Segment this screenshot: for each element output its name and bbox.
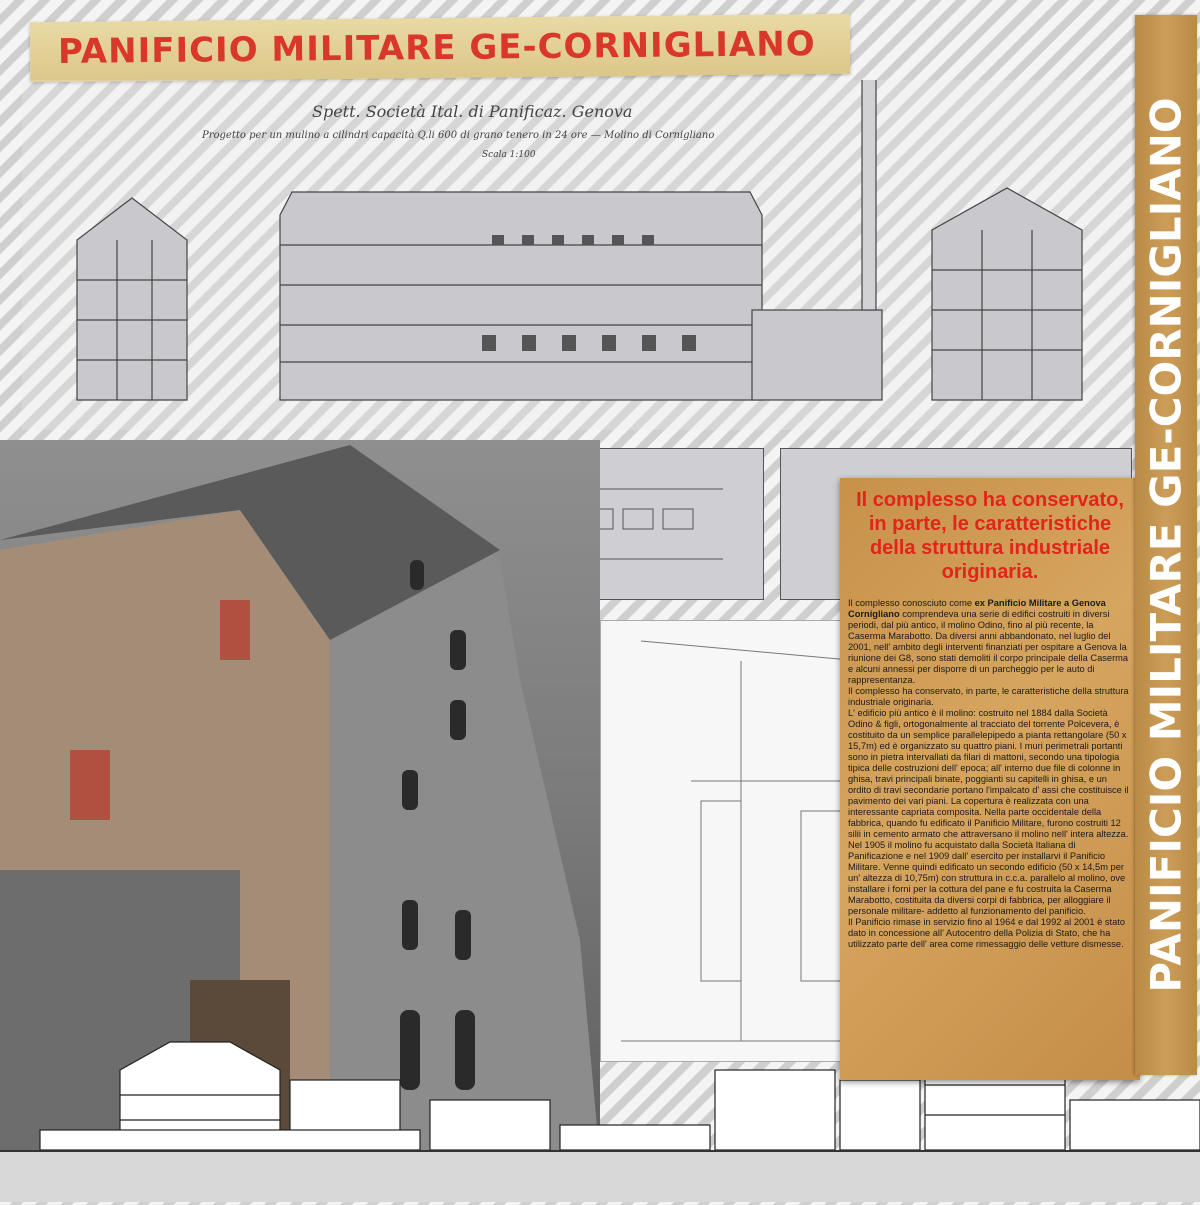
left-section xyxy=(77,198,187,400)
side-title: PANIFICIO MILITARE GE-CORNIGLIANO xyxy=(1141,97,1191,993)
panel-body xyxy=(848,598,1132,950)
building-sections-drawing xyxy=(22,80,1132,430)
paragraph-2: Il complesso ha conservato, in parte, le caratteristiche della struttura industriale originaria. xyxy=(848,686,1129,707)
panel-headline: Il complesso ha conservato, in parte, le caratteristiche della struttura industriale originaria. xyxy=(856,489,1124,583)
drawing-header-line1: Spett. Società Ital. di Panificaz. Genova xyxy=(312,102,633,121)
drawing-header-line2: Progetto per un mulino a cilindri capacità Q.li 600 di grano tenero in 24 ore — Molino di Cornigliano xyxy=(202,130,715,141)
description-panel xyxy=(840,478,1140,1080)
page-title: PANIFICIO MILITARE GE-CORNIGLIANO xyxy=(57,24,816,72)
ground-line xyxy=(0,1150,1200,1202)
historic-drawing-sheet xyxy=(22,80,1132,430)
side-title-strip xyxy=(1135,15,1197,1075)
paragraph-1 xyxy=(848,598,1132,686)
paragraph-1-pre: Il complesso conosciuto come xyxy=(848,598,975,608)
paragraph-3: L' edificio più antico è il molino: costruito nel 1884 dalla Società Odino & figli, ortogonalmente al tracciato del torrente Polcevera, è costituito da un semplice parallelepipedo a pianta rettangolare (50 x 15,7m) ed è organizzato su quattro piani. I muri perimetrali portanti sono in pietra intervallati da filari di mattoni, secondo una tipologia tipica delle costruzioni dell' epoca; all' interno due file di colonne in ghisa, travi principali binate, poggianti su capitelli in ghisa, e un ordito di travi secondarie portano l'impalcato d' assi che costituisce il pavimento dei vari piani. La copertura è realizzata con una interessante capriata composita. Nella parte occidentale della fabbrica, quando fu edificato il Panificio Militare, furono costruiti 12 silii in cemento armato che attraversano il molino nell' intera altezza. xyxy=(848,708,1129,839)
title-banner xyxy=(30,14,851,83)
right-section xyxy=(932,188,1082,400)
paragraph-4: Nel 1905 il molino fu acquistato dalla Società Italiana di Panificazione e nel 1909 dall' esercito per installarvi il Panificio Militare. Venne quindi edificato un secondo edificio (50 x 14,5m per un' altezza di 10,75m) con struttura in c.c.a. parallelo al molino, ove installare i forni per la cottura del pane e fu costruita la Caserma Marabotto, costituita da diversi corpi di fabbrica, per alloggiare il personale militare- addetto al funzionamento del panificio. xyxy=(848,840,1126,916)
paragraph-1-post: comprendeva una serie di edifici costruiti in diversi periodi, dal più antico, il molino Odino, fino al più recente, la Caserma Marabotto. Da diversi anni abbandonato, nel luglio del 2001, nell' ambito degli interventi finanziati per ospitare a Genova la riunione dei G8, sono stati demoliti il corpo principale della Caserma e alcuni annessi per disporre di un parcheggio per le auto di rappresentanza. xyxy=(848,609,1129,685)
central-section xyxy=(280,80,882,400)
drawing-scale: Scala 1:100 xyxy=(482,150,536,160)
paragraph-5: Il Panificio rimase in servizio fino al 1964 e dal 1992 al 2001 è stato dato in concessione all' Autocentro della Polizia di Stato, che ha utilizzato parte dell' area come rimessaggio delle vetture dismesse. xyxy=(848,917,1126,949)
paragraph-1-bold: ex Panificio Militare a Genova Cornigliano xyxy=(848,598,1106,619)
